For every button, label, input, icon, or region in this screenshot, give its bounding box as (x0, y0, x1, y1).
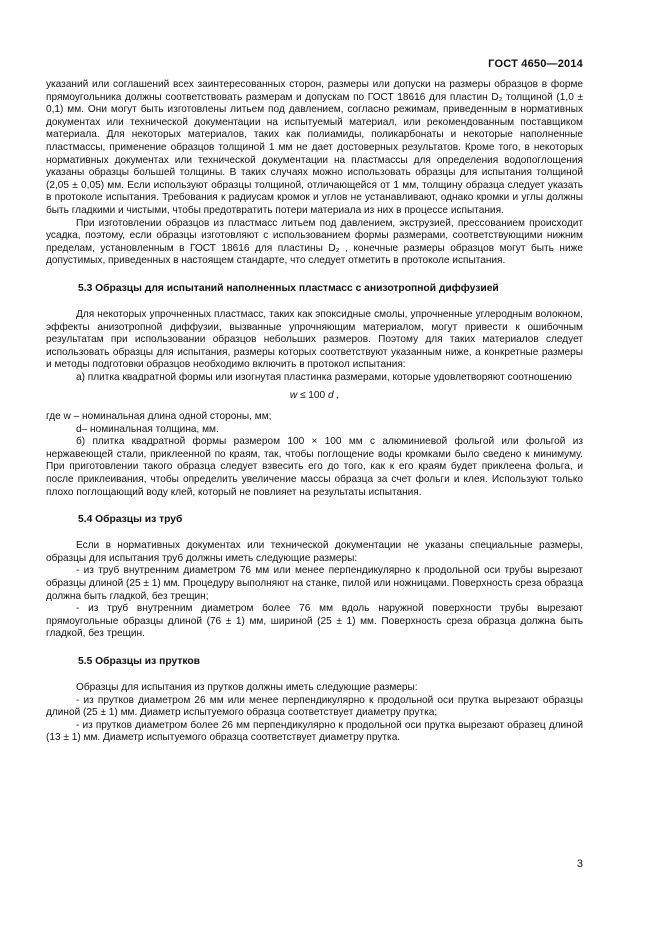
tube-item-1: - из труб внутренним диаметром 76 мм или менее перпендикулярно к продольной оси трубы вырезают образцы длиной (25 ± 1) мм. Процедуру выполняют на станке, пилой или ножницами. Поверхность среза образца должна быть гладкой, без трещин; (46, 565, 583, 602)
rod-item-2: - из прутков диаметром более 26 мм перпендикулярно к продольной оси прутка вырезают образец длиной (13 ± 1) мм. Диаметр испытуемого образца соответствует диаметру прутка. (46, 719, 583, 744)
paragraph-shrinkage: При изготовлении образцов из пластмасс литьем под давлением, экструзией, прессованием происходит усадка, поэтому, если образцы изготовляют с использованием формы размерами, соответствующими нижним пределам, установленным в ГОСТ 18616 для пластины D₂ , конечные размеры образцов могут быть ниже допустимых, приведенных в настоящем стандарте, что следует отметить в протоколе испытания. (46, 217, 583, 267)
section-5-3-paragraph: Для некоторых упрочненных пластмасс, таких как эпоксидные смолы, упрочненные углеродным волокном, эффекты анизотропной диффузии, вызванные упрочняющим материалом, могут привести к ошибочным результатам при использовании образцов небольших размеров. Поэтому для таких материалов следует использовать образцы для испытания, размеры которых соответствуют указанным ниже, а конкретные размеры и методы подготовки образцов необходимо включить в протокол испытания: (46, 308, 583, 371)
section-5-4-paragraph: Если в нормативных документах или технической документации не указаны специальные размеры, образцы для испытания труб должны иметь следующие размеры: (46, 540, 583, 564)
section-5-3-heading: 5.3 Образцы для испытаний наполненных пластмасс с анизотропной диффузией (78, 282, 499, 294)
tube-item-2: - из труб внутренним диаметром более 76 мм вдоль наружной поверхности трубы вырезают прямоугольные образцы длиной (76 ± 1) мм, шириной (25 ± 1) мм. Поверхность среза образца должна быть гладкой, без трещин. (46, 603, 583, 640)
formula-w: w (289, 390, 298, 402)
page-number: 3 (576, 858, 583, 870)
paragraph-continuation: указаний или соглашений всех заинтересованных сторон, размеры или допуски на размеры образцов в форме прямоугольника должны соответствовать размерам и допускам по ГОСТ 18616 для пластин D₂ толщиной (1,0 ± 0,1) мм. Они могут быть изготовлены литьем под давлением, согласно режимам, приведенным в нормативных документах или технической документации на испытуемый материал, или рекомендованным поставщиком материала. Для некоторых материалов, таких как полиамиды, поликарбонаты и некоторые наполненные пластмассы, применение образцов толщиной 1 мм не дает достоверных результатов. Кроме того, в некоторых нормативных документах или технической документации на пластмассы для определения водопоглощения указаны образцы большей толщины. В таких случаях можно использовать образцы для испытания толщиной (2,05 ± 0,05) мм. Если используют образцы толщиной, отличающейся от 1 мм, толщину образца следует указать в протоколе испытания. Требования к радиусам кромок и углов не устанавливают, однако кромки и углы должны быть гладкими и чистыми, чтобы предотвратить потери материала из них в процессе испытания. (46, 79, 583, 216)
section-5-5-heading: 5.5 Образцы из прутков (78, 655, 201, 667)
document-code-header: ГОСТ 4650—2014 (488, 58, 583, 70)
legend-w: где w – номинальная длина одной стороны, мм; (46, 411, 272, 423)
formula-d: d , (327, 390, 340, 402)
item-b: б) плитка квадратной формы размером 100 × 100 мм с алюминиевой фольгой или фольгой из нержавеющей стали, приклеенной по краям, так, чтобы поглощение воды кромками было сведено к минимуму. При приготовлении такого образца следует взвесить его до того, как к его краям будет приклеена фольга, и после приклеивания, чтобы определить увеличение массы образца за счет фольги и клея. Используют только плохо поглощающий воду клей, который не повлияет на результаты испытания. (46, 436, 583, 498)
document-body (46, 79, 583, 745)
section-5-5-paragraph: Образцы для испытания из прутков должны иметь следующие размеры: (76, 681, 418, 693)
rod-item-1: - из прутков диаметром 26 мм или менее перпендикулярно к продольной оси прутка вырезают образцы длиной (25 ± 1) мм. Диаметр испытуемого образца соответствует диаметру прутка; (46, 694, 583, 719)
formula-operator: ≤ 100 (299, 390, 326, 402)
item-a: а) плитка квадратной формы или изогнутая пластинка размерами, которые удовлетворяют соотношению (76, 371, 573, 383)
legend-d: d– номинальная толщина, мм. (76, 423, 219, 435)
formula (46, 390, 583, 403)
section-5-4-heading: 5.4 Образцы из труб (78, 514, 183, 526)
